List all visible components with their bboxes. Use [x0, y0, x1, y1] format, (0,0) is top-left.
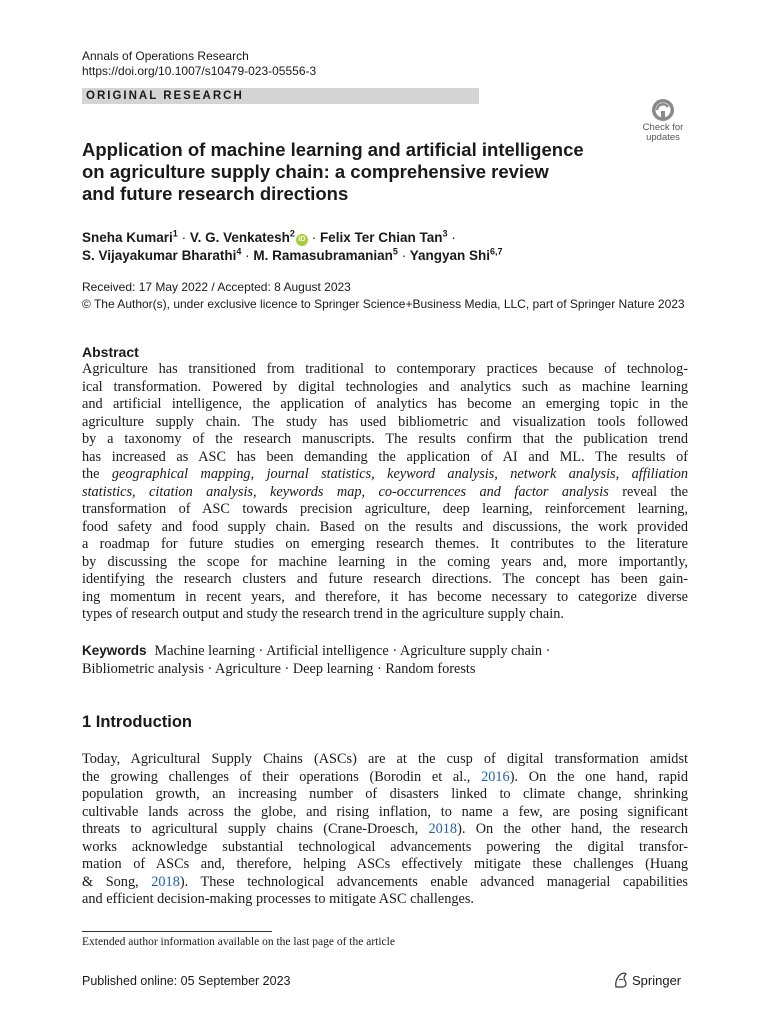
author-name: Sneha Kumari — [82, 230, 173, 245]
intro-text: threats to agricultural supply chains (Crane-Droesch, — [82, 821, 429, 837]
abstract-line: and artificial intelligence, the application of analytics has become an emerging topic in the — [82, 396, 688, 412]
intro-line: population growth, an increasing number of disasters linked to climate change, shrinking — [82, 786, 688, 802]
section-bar — [82, 88, 479, 104]
author-bharathi[interactable] — [82, 248, 241, 263]
abstract-line: identifying the research clusters and future research directions. The concept has been gain- — [82, 571, 688, 587]
paper-title — [82, 139, 622, 205]
author-tan[interactable] — [320, 230, 448, 245]
title-line: on agriculture supply chain: a comprehensive review — [82, 161, 549, 182]
keywords-text: Machine learning · Artificial intelligence · Agriculture supply chain · — [154, 643, 551, 659]
abstract-line: ing momentum in recent years, and therefore, it has become necessary to categorize diverse — [82, 588, 688, 605]
intro-line: mation of ASCs and, therefore, helping ASCs effectively mitigate these challenges (Huang — [82, 856, 688, 872]
keywords-block — [82, 642, 692, 678]
footnote: Extended author information available on the last page of the article — [82, 936, 395, 948]
orcid-icon[interactable]: iD — [296, 234, 308, 246]
author-separator: · — [181, 230, 187, 245]
abstract-body — [82, 361, 688, 624]
affiliation-mark: 5 — [392, 246, 398, 257]
abstract-heading: Abstract — [82, 344, 139, 360]
abstract-text: the — [82, 466, 112, 482]
affiliation-mark: 1 — [172, 228, 178, 239]
author-separator: · — [451, 230, 456, 245]
citation-link[interactable]: 2018 — [428, 821, 458, 837]
affiliation-mark: 6,7 — [490, 246, 503, 257]
author-separator: · — [245, 248, 250, 263]
title-line: and future research directions — [82, 183, 349, 204]
intro-line: cultivable lands across the globe, and rising inflation, to name a few, are posing significant — [82, 803, 688, 820]
abstract-line: food safety and food supply chain. Based on the results and discussions, the work provided — [82, 518, 688, 535]
author-ramasubramanian[interactable] — [253, 248, 398, 263]
introduction-heading: 1 Introduction — [82, 713, 192, 731]
keywords-line: Bibliometric analysis · Agriculture · Deep learning · Random forests — [82, 660, 476, 677]
author-name: M. Ramasubramanian — [253, 248, 393, 263]
intro-text: ). On the one hand, rapid — [509, 768, 688, 785]
author-name: S. Vijayakumar Bharathi — [82, 248, 237, 263]
keywords-line — [82, 642, 692, 661]
journal-name: Annals of Operations Research — [82, 49, 249, 63]
intro-line — [82, 821, 688, 839]
abstract-italic-text: statistics, citation analysis — [82, 483, 253, 500]
published-date: Published online: 05 September 2023 — [82, 974, 291, 988]
abstract-line: Agriculture has transitioned from traditional to contemporary practices because of technolog- — [82, 361, 688, 377]
abstract-line: a roadmap for future studies on emerging research themes. It contributes to the literature — [82, 536, 688, 552]
springer-label: Springer — [632, 973, 682, 988]
affiliation-mark: 2 — [289, 228, 295, 239]
abstract-italic-text: geographical mapping, journal statistics, keyword analysis, network analysis, affiliation — [111, 466, 689, 482]
abstract-line: transformation of ASC towards precision agriculture, deep learning, reinforcement learning, — [82, 501, 688, 517]
author-separator: · — [401, 248, 407, 263]
author-line — [82, 247, 702, 265]
author-separator: · — [311, 230, 317, 245]
author-name: V. G. Venkatesh — [189, 230, 290, 245]
abstract-line: by discussing the scope for machine learning in the coming years and, more importantly, — [82, 553, 688, 570]
abstract-italic-text: keywords map, co-occurrences and factor analysis — [270, 483, 609, 500]
abstract-text: reveal the — [608, 483, 688, 500]
intro-text: & Song, — [82, 873, 152, 890]
author-name: Yangyan Shi — [409, 248, 490, 263]
copyright-notice: © The Author(s), under exclusive licence to Springer Science+Business Media, LLC, part of Springer Nature 2023 — [82, 297, 685, 311]
springer-logo — [612, 971, 692, 991]
citation-link[interactable]: 2018 — [151, 873, 180, 890]
check-for-updates-label[interactable] — [630, 123, 696, 142]
author-shi[interactable] — [410, 248, 503, 263]
intro-line: Today, Agricultural Supply Chains (ASCs) are at the cusp of digital transformation amidst — [82, 751, 688, 767]
intro-line — [82, 874, 688, 892]
abstract-line — [82, 484, 688, 502]
author-venkatesh[interactable] — [190, 230, 308, 245]
author-kumari[interactable] — [82, 230, 178, 245]
received-accepted-dates: Received: 17 May 2022 / Accepted: 8 August 2023 — [82, 280, 351, 294]
abstract-line: by a taxonomy of the research manuscripts. The results confirm that the publication trend — [82, 431, 688, 447]
abstract-line: ical transformation. Powered by digital technologies and analytics such as machine learning — [82, 378, 688, 395]
abstract-line: types of research output and study the research trend in the agriculture supply chain. — [82, 606, 564, 622]
keywords-label: Keywords — [82, 643, 147, 658]
intro-line: works acknowledge substantial technological advancements powering the digital transfor- — [82, 838, 688, 855]
introduction-body — [82, 751, 688, 909]
title-line: Application of machine learning and artificial intelligence — [82, 139, 584, 160]
springer-horse-icon — [612, 971, 630, 989]
abstract-line: has increased as ASC has been demanding the application of AI and ML. The results of — [82, 448, 688, 465]
author-line — [82, 229, 702, 247]
section-label: ORIGINAL RESEARCH — [86, 90, 244, 102]
citation-link[interactable]: 2016 — [481, 768, 510, 785]
intro-text: the growing challenges of their operations (Borodin et al., — [82, 768, 482, 785]
check-updates-line-1: Check for — [642, 122, 684, 133]
affiliation-mark: 4 — [236, 246, 242, 257]
intro-text: ). These technological advancements enable advanced managerial capabilities — [179, 873, 688, 890]
abstract-text: , — [253, 483, 270, 500]
intro-text: ). On the other hand, the research — [457, 821, 689, 837]
abstract-line: agriculture supply chain. The study has used bibliometric and visualization tools followed — [82, 413, 688, 430]
affiliation-mark: 3 — [442, 228, 448, 239]
intro-line — [82, 769, 688, 787]
abstract-line — [82, 466, 688, 484]
author-list — [82, 229, 702, 265]
author-name: Felix Ter Chian Tan — [319, 230, 443, 245]
intro-line: and efficient decision-making processes to mitigate ASC challenges. — [82, 891, 475, 907]
doi-link[interactable]: https://doi.org/10.1007/s10479-023-05556-3 — [82, 64, 317, 78]
check-updates-line-2: updates — [646, 131, 680, 143]
footnote-divider — [82, 931, 272, 932]
